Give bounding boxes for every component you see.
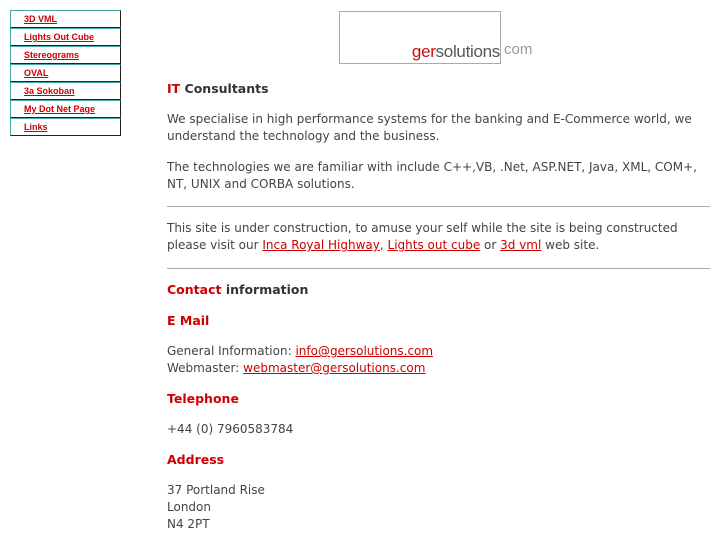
construction-text-end: web site. [541,238,600,252]
logo-suffix: com [504,41,533,58]
sidebar-link-3d-vml[interactable]: 3D VML [24,14,58,24]
sidebar-item-dot-net-page[interactable] [10,100,121,118]
logo-prefix: ger [411,42,436,61]
lights-out-cube-link[interactable]: Lights out cube [387,238,481,252]
inca-royal-highway-link[interactable]: Inca Royal Highway [262,238,380,252]
logo [339,11,501,64]
construction-sep-2: or [480,238,501,252]
sidebar-item-3d-vml[interactable] [10,10,121,28]
general-email-label: General Information: [167,344,296,358]
telephone-heading: Telephone [167,391,239,406]
sidebar-link-links[interactable]: Links [24,122,48,132]
divider-top [167,206,710,207]
sidebar-link-sokoban[interactable]: 3a Sokoban [24,86,75,96]
intro-heading-accent: IT [167,81,181,96]
webmaster-email-label: Webmaster: [167,361,244,375]
construction-text: This site is under construction, to amuse your self while the site is being constructed please visit our [167,221,678,252]
contact-heading-accent: Contact [167,282,222,297]
sidebar-link-lights-out-cube[interactable]: Lights Out Cube [24,32,94,42]
general-email-line [167,343,710,360]
logo-name: solutions [435,42,500,61]
address-line-3: N4 2PT [167,517,210,531]
sidebar-item-lights-out-cube[interactable] [10,28,121,46]
construction-paragraph [167,220,710,254]
sidebar-link-stereograms[interactable]: Stereograms [24,50,80,60]
intro-paragraph-1: We specialise in high performance systems for the banking and E-Commerce world, we understand the technology and the business. [167,112,692,143]
address-line-2: London [167,500,211,514]
sidebar-item-sokoban[interactable] [10,82,121,100]
sidebar-item-links[interactable] [10,118,121,136]
contact-heading [167,281,710,299]
contact-heading-rest: information [221,282,309,297]
divider-bottom [167,268,710,269]
sidebar-nav [10,10,121,136]
sidebar-link-dot-net-page[interactable]: My Dot Net Page [24,104,96,114]
sidebar-item-stereograms[interactable] [10,46,121,64]
intro-heading [167,80,710,98]
address-heading: Address [167,452,225,467]
sidebar-item-oval[interactable] [10,64,121,82]
address-line-1: 37 Portland Rise [167,483,265,497]
webmaster-email-line [167,360,710,377]
intro-paragraph-2: The technologies we are familiar with include C++,VB, .Net, ASP.NET, Java, XML, COM+, NT, UNIX and CORBA solutions. [167,160,697,191]
telephone-number: +44 (0) 7960583784 [167,422,294,436]
intro-heading-rest: Consultants [180,81,269,96]
email-heading: E Mail [167,313,210,328]
logo-wordmark [412,42,500,62]
sidebar-link-oval[interactable]: OVAL [24,68,49,78]
general-email-link[interactable]: info@gersolutions.com [295,344,434,358]
webmaster-email-link[interactable]: webmaster@gersolutions.com [243,361,426,375]
construction-sep-1: , [379,238,388,252]
3d-vml-link[interactable]: 3d vml [500,238,542,252]
